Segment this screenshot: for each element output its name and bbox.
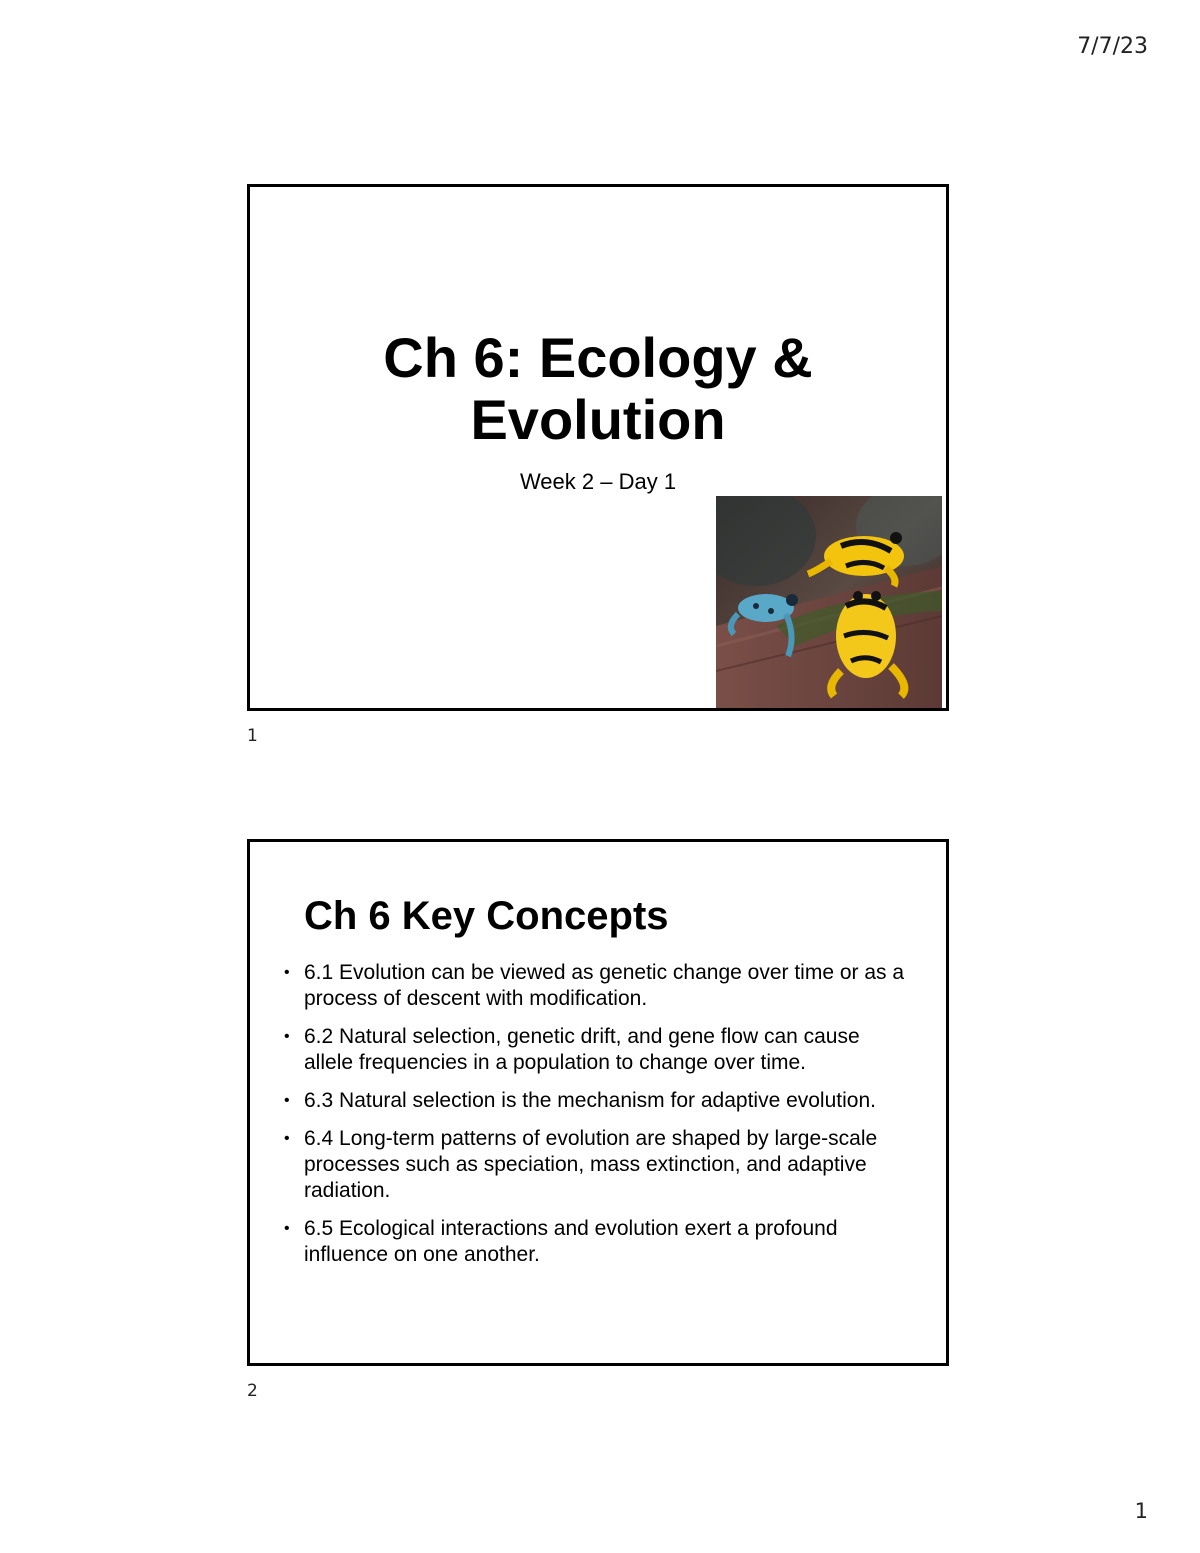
slide-title: Ch 6 Key Concepts [304,894,669,938]
list-item-text: 6.4 Long-term patterns of evolution are shaped by large-scale processes such as speciation, mass extinction, and adaptive radiation. [304,1127,878,1202]
list-item [284,1216,914,1268]
key-concepts-list [284,960,914,1280]
list-item-text: 6.1 Evolution can be viewed as genetic change over time or as a process of descent with modification. [304,961,905,1010]
list-item [284,1088,914,1114]
list-item [284,1126,914,1204]
page-date: 7/7/23 [1077,34,1148,59]
slide-number: 2 [247,1381,258,1401]
list-item-text: 6.2 Natural selection, genetic drift, and gene flow can cause allele frequencies in a population to change over time. [304,1025,860,1074]
bullet-icon: • [284,964,290,981]
page-number: 1 [1134,1499,1148,1523]
slide-number: 1 [247,726,258,746]
bullet-icon: • [284,1130,290,1147]
slide-2 [247,839,949,1366]
slide-subtitle: Week 2 – Day 1 [519,469,677,494]
title-block [250,327,946,495]
bullet-icon: • [284,1092,290,1109]
slide-1 [247,184,949,711]
list-item-text: 6.3 Natural selection is the mechanism for adaptive evolution. [304,1089,876,1112]
bullet-icon: • [284,1028,290,1045]
list-item [284,960,914,1012]
frogs-photo [716,496,942,708]
list-item-text: 6.5 Ecological interactions and evolution exert a profound influence on one another. [304,1217,838,1266]
slide-title: Ch 6: Ecology & Evolution [383,326,813,451]
list-item [284,1024,914,1076]
bullet-icon: • [284,1220,290,1237]
